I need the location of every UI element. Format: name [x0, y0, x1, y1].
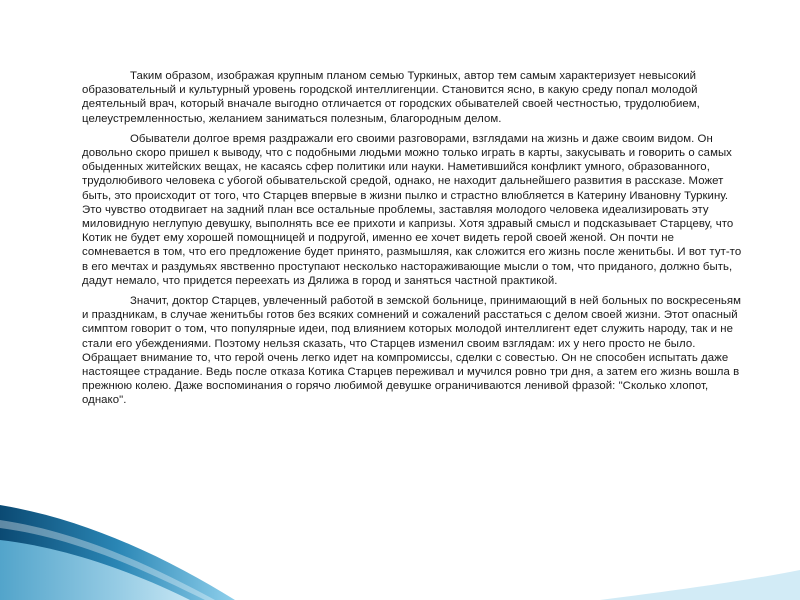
text-body: [82, 69, 742, 414]
paragraph-2: Обыватели долгое время раздражали его своими разговорами, взглядами на жизнь и даже своим видом. Он довольно скоро пришел к выводу, что с подобными людьми можно только играть в карты, закусывать и говорить о самых обыденных житейских вещах, не касаясь сфер политики или науки. Наметившийся конфликт умного, образованного, трудолюбивого человека с убогой обывательской средой, однако, не находит дальнейшего развития в рассказе. Может быть, это происходит от того, что Старцев впервые в жизни пылко и страстно влюбляется в Катерину Ивановну Туркину. Это чувство отодвигает на задний план все остальные проблемы, заставляя молодого человека идеализировать эту миловидную неглупую девушку, выполнять все ее прихоти и капризы. Хотя здравый смысл и подсказывает Старцеву, что Котик не будет ему хорошей помощницей и подругой, именно ее хочет видеть герой своей женой. Он почти не сомневается в том, что его предложение будет принято, размышляя, как сложится его жизнь после женитьбы. И вот тут-то в его мечтах и раздумьях явственно проступают несколько настораживающие мысли о том, что приданого, должно быть, дадут немало, что придется переехать из Дялижа в город и заняться частной практикой.: [82, 132, 742, 287]
wave-bottom-right: [600, 570, 800, 600]
paragraph-3: Значит, доктор Старцев, увлеченный работой в земской больнице, принимающий в ней больных по воскресеньям и праздникам, в случае женитьбы готов без всяких сомнений и сожалений расстаться с делом своей жизни. Этот опасный симптом говорит о том, что популярные идеи, под влиянием которых молодой интеллигент едет служить народу, так и не стали его убеждениями. Поэтому нельзя сказать, что Старцев изменил своим взглядам: их у него просто не было. Обращает внимание то, что герой очень легко идет на компромиссы, сделки с совестью. Он не способен испытать даже настоящее страдание. Ведь после отказа Котика Старцев переживал и мучился ровно три дня, а затем его жизнь вошла в прежнюю колею. Даже воспоминания о горячо любимой девушке ограничиваются ленивой фразой: "Сколько хлопот, однако".: [82, 295, 741, 407]
paragraph-1: Таким образом, изображая крупным планом семью Туркиных, автор тем самым характеризует невысокий образовательный и культурный уровень городской интеллигенции. Становится ясно, в какую среду попал молодой деятельный врач, который вначале выгодно отличается от городских обывателей своей честностью, трудолюбием, целеустремленностью, желанием заниматься полезным, благородным делом.: [82, 70, 700, 125]
